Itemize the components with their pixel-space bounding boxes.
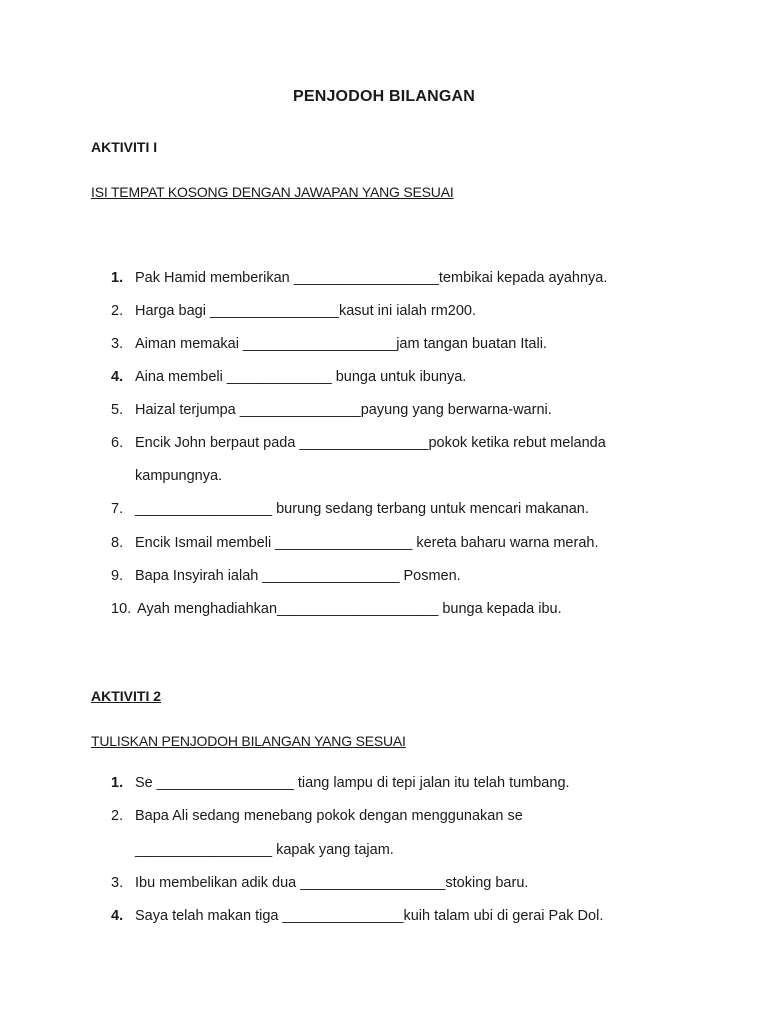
item-number: 5. <box>111 402 124 418</box>
item-number: 4. <box>111 369 124 385</box>
activity1-item-9 <box>111 569 461 584</box>
activity1-item-5 <box>111 403 552 418</box>
item-text: Ayah menghadiahkan____________________ bunga kepada ibu. <box>137 601 562 617</box>
item-text: Encik John berpaut pada ________________pokok ketika rebut melanda <box>135 435 606 451</box>
item-text: Se _________________ tiang lampu di tepi jalan itu telah tumbang. <box>135 775 570 791</box>
activity2-item-1 <box>111 776 570 791</box>
item-number: 2. <box>111 808 124 824</box>
item-number: 10. <box>111 601 132 617</box>
item-text: Haizal terjumpa _______________payung yang berwarna-warni. <box>135 402 552 418</box>
activity2-item-2-continuation: _________________ kapak yang tajam. <box>135 842 394 858</box>
activity1-heading: AKTIVITI I <box>91 139 158 155</box>
item-text: Bapa Insyirah ialah _________________ Posmen. <box>135 568 461 584</box>
activity1-item-7 <box>111 502 589 517</box>
activity2-item-3 <box>111 876 528 891</box>
item-text: Saya telah makan tiga _______________kuih talam ubi di gerai Pak Dol. <box>135 908 604 924</box>
item-text: _________________ burung sedang terbang untuk mencari makanan. <box>135 501 589 517</box>
item-text: Encik Ismail membeli _________________ kereta baharu warna merah. <box>135 535 599 551</box>
activity2-item-2 <box>111 809 523 824</box>
item-number: 9. <box>111 568 124 584</box>
item-number: 1. <box>111 270 124 286</box>
item-number: 4. <box>111 908 124 924</box>
item-text: Ibu membelikan adik dua __________________stoking baru. <box>135 875 529 891</box>
activity2-item-4 <box>111 909 603 924</box>
item-number: 7. <box>111 501 124 517</box>
activity2-heading: AKTIVITI 2 <box>91 688 162 704</box>
item-text: Aina membeli _____________ bunga untuk ibunya. <box>135 369 467 385</box>
activity1-instruction: ISI TEMPAT KOSONG DENGAN JAWAPAN YANG SESUAI <box>91 184 454 200</box>
activity1-item-4 <box>111 370 466 385</box>
activity1-item-10 <box>111 602 562 617</box>
activity1-item-6-continuation: kampungnya. <box>135 468 223 484</box>
item-number: 3. <box>111 875 124 891</box>
item-number: 6. <box>111 435 124 451</box>
item-text: Bapa Ali sedang menebang pokok dengan menggunakan se <box>135 808 523 824</box>
activity2-instruction: TULISKAN PENJODOH BILANGAN YANG SESUAI <box>91 733 406 749</box>
item-text: Aiman memakai ___________________jam tangan buatan Itali. <box>135 336 547 352</box>
activity1-item-2 <box>111 304 476 319</box>
item-number: 2. <box>111 303 124 319</box>
activity1-item-6 <box>111 436 606 451</box>
item-number: 1. <box>111 775 124 791</box>
page-title: PENJODOH BILANGAN <box>292 88 476 105</box>
activity1-item-8 <box>111 536 598 551</box>
item-text: Pak Hamid memberikan __________________tembikai kepada ayahnya. <box>135 270 608 286</box>
activity1-item-3 <box>111 337 547 352</box>
item-text: Harga bagi ________________kasut ini ialah rm200. <box>135 303 477 319</box>
activity1-item-1 <box>111 271 607 286</box>
item-number: 3. <box>111 336 124 352</box>
item-number: 8. <box>111 535 124 551</box>
